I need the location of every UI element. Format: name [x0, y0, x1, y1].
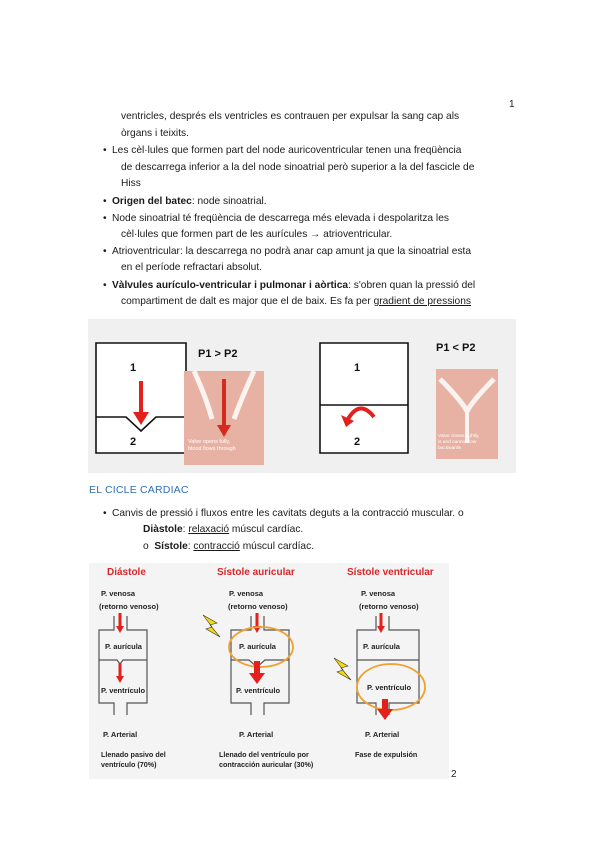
sub-bullet: o: [143, 541, 149, 552]
phase-caption: Fase de expulsión: [355, 750, 418, 759]
valve-title-right: P1 < P2: [436, 342, 476, 354]
label-venous-return: (retorno venoso): [99, 602, 159, 611]
label-venous-pressure: P. venosa: [101, 589, 136, 598]
label-venous-pressure: P. venosa: [361, 589, 396, 598]
label-venous-return: (retorno venoso): [228, 602, 288, 611]
text-line: Les cèl·lules que formen part del node auricoventricular tenen una freqüència: [112, 145, 462, 156]
text-span: compartiment de dalt es major que el de baix. Es fa per: [121, 296, 374, 307]
bold-term: Sístole: [154, 541, 188, 552]
text-line: [143, 538, 314, 555]
text-line: Node sinoatrial té freqüència de descarrega més elevada i despolaritza les: [112, 213, 449, 224]
bold-term: Vàlvules aurículo-ventricular i pulmonar i aòrtica: [112, 280, 349, 291]
label-arterial-pressure: P. Arterial: [103, 730, 138, 739]
phase-caption: ventrículo (70%): [101, 760, 157, 769]
text-line: [143, 521, 303, 538]
text-span: : node sinoatrial.: [191, 196, 267, 207]
label-ventricular-pressure: P. ventrículo: [236, 686, 281, 695]
text-line: Hiss: [121, 178, 141, 189]
phase-title-ventricular-systole: Sístole ventricular: [347, 567, 434, 578]
label-arterial-pressure: P. Arterial: [365, 730, 400, 739]
text-span: múscul cardíac.: [229, 524, 304, 535]
phase-caption: Llenado pasivo del: [101, 750, 166, 759]
text-line: en el període refractari absolut.: [121, 262, 263, 273]
text-span: :: [187, 541, 194, 552]
bullet-dot: •: [103, 213, 107, 224]
label-ventricular-pressure: P. ventrículo: [367, 683, 412, 692]
section-heading: EL CICLE CARDIAC: [89, 484, 189, 496]
photo-caption: blood flows through: [188, 446, 236, 452]
text-line: [121, 293, 471, 310]
page-number-top: 1: [509, 99, 515, 110]
underlined-term: gradient de pressions: [373, 296, 471, 307]
label-arterial-pressure: P. Arterial: [239, 730, 274, 739]
chamber-label-top: 1: [354, 362, 361, 374]
bold-term: Diàstole: [143, 524, 183, 535]
text-line: Atrioventricular: la descarrega no podrà anar cap amunt ja que la sinoatrial esta: [112, 246, 472, 257]
chamber-diagram-closed: [320, 343, 408, 453]
text-line: cèl·lules que formen part de les aurícules → atrioventricular.: [121, 229, 393, 240]
valve-open-photo: [184, 371, 264, 465]
bullet-dot: •: [103, 196, 107, 207]
phase-caption: Llenado del ventrículo por: [219, 750, 309, 759]
chamber-label-top: 1: [130, 362, 137, 374]
text-line: [112, 193, 267, 210]
valve-figure: [88, 319, 516, 473]
text-line: de descarrega inferior a la del node sinoatrial però superior a la del fascicle de: [121, 162, 475, 173]
chamber-label-bottom: 2: [130, 436, 137, 448]
label-ventricular-pressure: P. ventrículo: [101, 686, 146, 695]
label-venous-pressure: P. venosa: [229, 589, 264, 598]
text-line: Canvis de pressió i fluxos entre les cavitats deguts a la contracció muscular. o: [112, 508, 464, 519]
cardiac-cycle-figure: [89, 563, 449, 779]
underlined-term: relaxació: [188, 524, 230, 535]
valve-closed-photo: [436, 369, 498, 459]
valve-title-left: P1 > P2: [198, 348, 238, 360]
phase-caption: contracción auricular (30%): [219, 760, 314, 769]
page-number-bottom: 2: [451, 769, 457, 780]
text-line: òrgans i teixits.: [121, 128, 189, 139]
bullet-dot: •: [103, 280, 107, 291]
photo-caption: is and cannot flow: [438, 440, 477, 445]
bullet-dot: •: [103, 246, 107, 257]
text-span: :: [182, 524, 189, 535]
text-span: : s'obren quan la pressió del: [348, 280, 476, 291]
text-span: múscul cardíac.: [239, 541, 315, 552]
photo-caption: Valve closes tightly,: [438, 434, 480, 439]
photo-caption: Valve opens fully,: [188, 439, 231, 445]
bold-term: Origen del batec: [112, 196, 192, 207]
underlined-term: contracció: [193, 541, 240, 552]
label-atrial-pressure: P. aurícula: [363, 642, 400, 651]
label-atrial-pressure: P. aurícula: [105, 642, 142, 651]
text-line: ventricles, després els ventricles es contrauen per expulsar la sang cap als: [121, 111, 460, 122]
bullet-dot: •: [103, 145, 107, 156]
photo-caption: backwards: [438, 446, 461, 451]
text-line: [112, 277, 475, 294]
chamber-label-bottom: 2: [354, 436, 361, 448]
label-venous-return: (retorno venoso): [359, 602, 419, 611]
bullet-dot: •: [103, 508, 107, 519]
phase-title-atrial-systole: Sístole auricular: [217, 567, 295, 578]
phase-title-diastole: Diástole: [107, 567, 146, 578]
label-atrial-pressure: P. aurícula: [239, 642, 276, 651]
